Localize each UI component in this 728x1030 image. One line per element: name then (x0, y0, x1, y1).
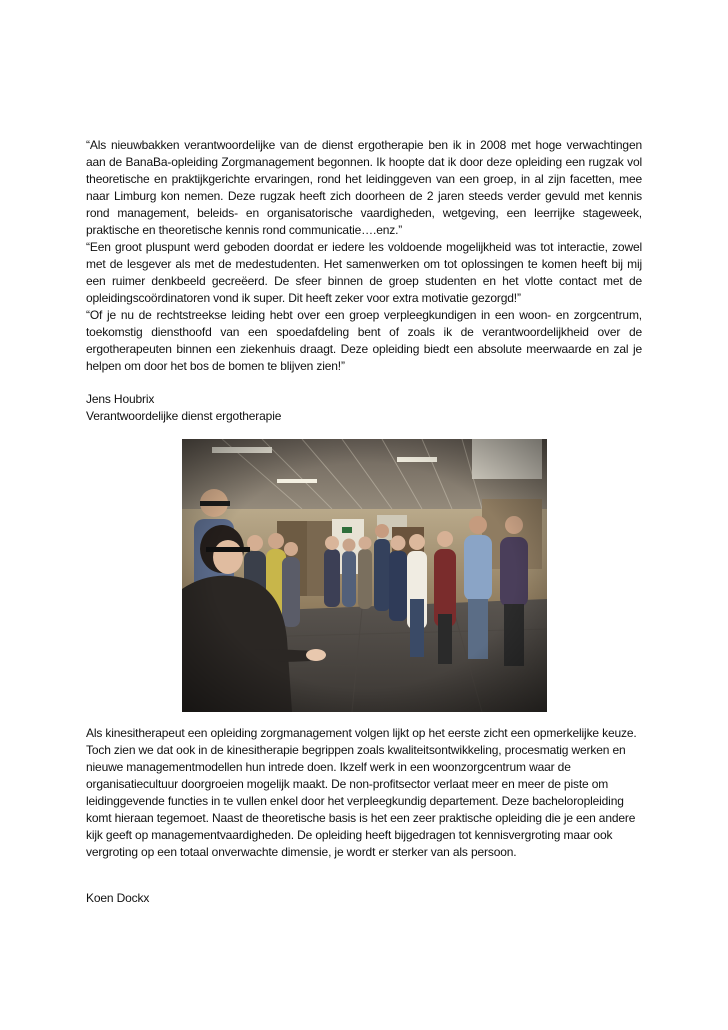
testimonial-2-signature (86, 890, 642, 907)
author-role: Verantwoordelijke dienst ergotherapie (86, 409, 282, 423)
testimonial-1-text (86, 137, 642, 375)
testimonial-1-paragraph: “Als nieuwbakken verantwoordelijke van de dienst ergotherapie ben ik in 2008 met hoge verwachtingen aan de BanaBa-opleiding Zorgmanagement begonnen. Ik hoopte dat ik door deze opleiding een rugzak vol theoretische en praktijkgerichte ervaringen, rond het leidinggeven van een groep, in al zijn facetten, mee naar Limburg kon nemen. Deze rugzak heeft zich doorheen de 2 jaren steeds verder gevuld met kennis rond management, beleids- en organisatorische vaardigheden, wetgeving, een leerrijke stageweek, praktische en theoretische kennis rond communicatie….enz.” (86, 138, 642, 237)
group-photo-illustration (182, 439, 547, 712)
author-name: Jens Houbrix (86, 392, 155, 406)
testimonial-2-text (86, 725, 642, 861)
author-name: Koen Dockx (86, 891, 150, 905)
group-photo (182, 439, 547, 712)
testimonial-1-paragraph: “Of je nu de rechtstreekse leiding hebt over een groep verpleegkundigen in een woon- en zorgcentrum, toekomstig diensthoofd van een spoedafdeling bent of zoals ik de verantwoordelijkheid over de ergotherapeuten binnen een ziekenhuis draagt. Deze opleiding biedt een absolute meerwaarde en zal je helpen om door het bos de bomen te blijven zien!” (86, 308, 642, 373)
testimonial-1-paragraph: “Een groot pluspunt werd geboden doordat er iedere les voldoende mogelijkheid was tot interactie, zowel met de lesgever als met de medestudenten. Het samenwerken om tot oplossingen te komen heeft bij mij een ruimer denkbeeld gecreëerd. De sfeer binnen de groep studenten en het vlotte contact met de opleidingscoördinatoren vond ik super. Dit heeft zeker voor extra motivatie gezorgd!” (86, 240, 642, 305)
testimonial-1-signature (86, 391, 642, 425)
testimonial-2-paragraph: Als kinesitherapeut een opleiding zorgmanagement volgen lijkt op het eerste zicht een opmerkelijke keuze. Toch zien we dat ook in de kinesitherapie begrippen zoals kwaliteitsontwikkeling, procesmatig werken en nieuwe managementmodellen hun intrede doen. Ikzelf werk in een woonzorgcentrum waar de organisatiecultuur doorgroeien mogelijk maakt. De non-profitsector verlaat meer en meer de piste om leidinggevende functies in te vullen enkel door het verpleegkundig departement. Deze bacheloropleiding komt hieraan tegemoet. Naast de theoretische basis is het een zeer praktische opleiding die je een andere kijk geeft op managementvaardigheden. De opleiding heeft bijgedragen tot kennisvergroting maar ook vergroting op een totaal onverwachte dimensie, je wordt er sterker van als persoon. (86, 726, 637, 859)
